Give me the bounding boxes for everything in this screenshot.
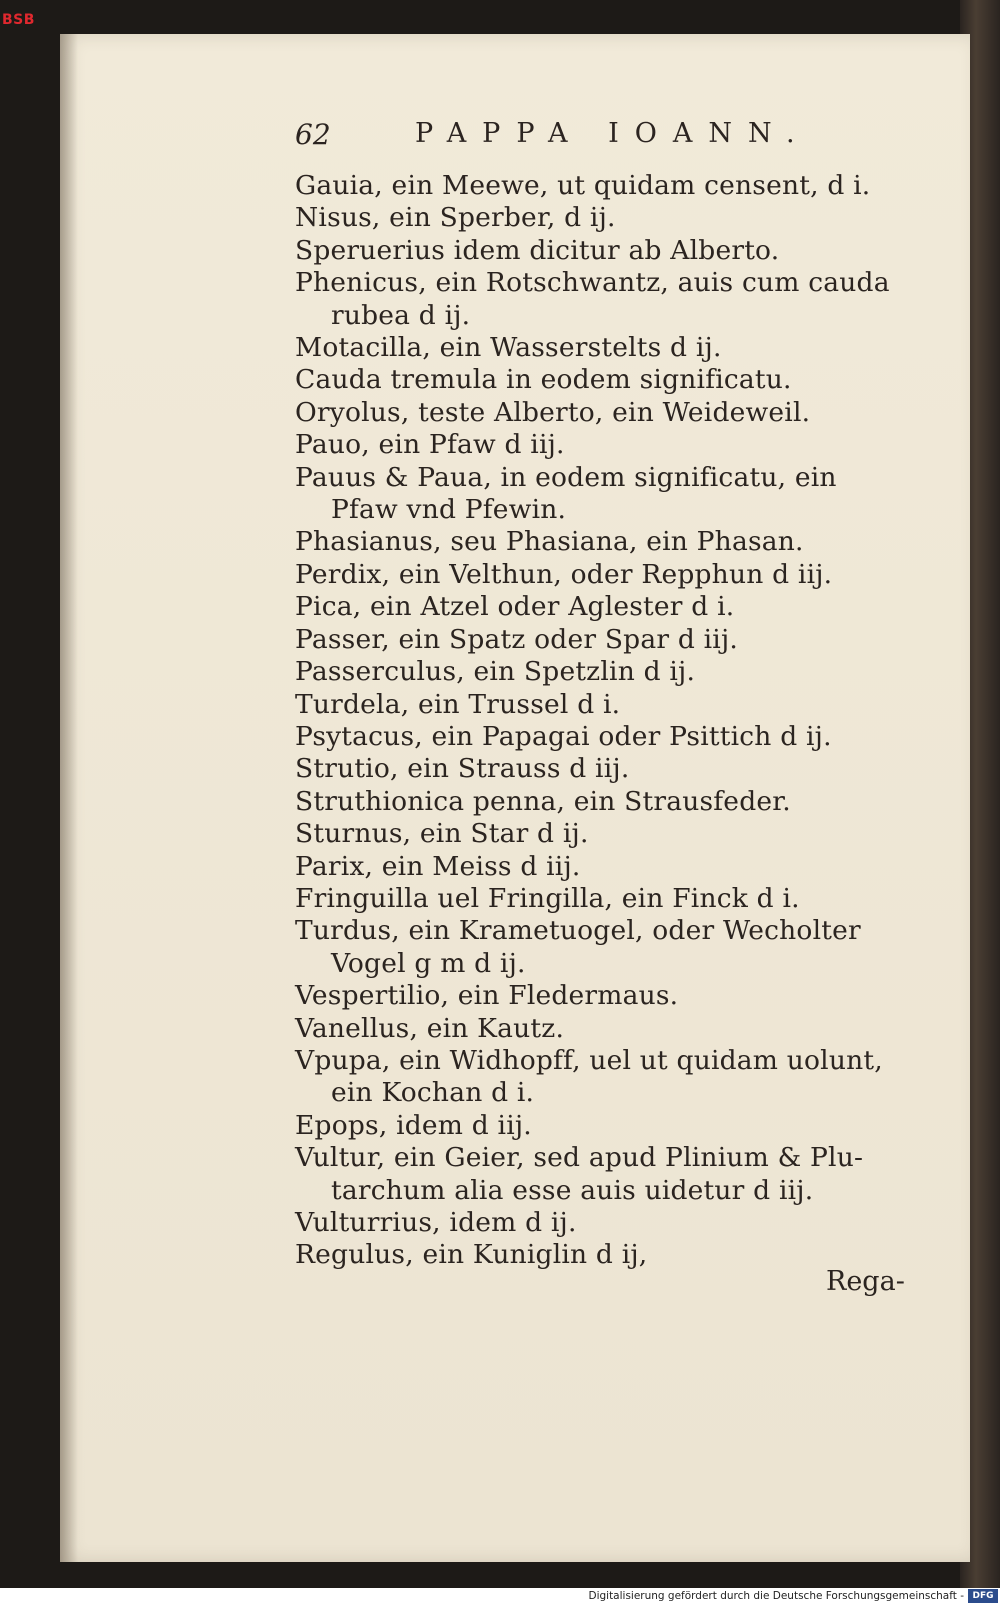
entry-line: Vpupa, ein Widhopff, uel ut quidam uolunt,: [295, 1044, 883, 1076]
footer-bar: [0, 1588, 1000, 1606]
entry-line: Pfaw vnd Pfewin.: [331, 494, 567, 526]
page-gutter-shadow: [60, 34, 78, 1562]
entry-line: Pica, ein Atzel oder Aglester d i.: [295, 591, 735, 623]
entry-line: Struthionica penna, ein Strausfeder.: [295, 785, 791, 817]
entry-line: rubea d ij.: [331, 299, 471, 331]
entry-line: Nisus, ein Sperber, d ij.: [295, 202, 616, 234]
entry-line: Strutio, ein Strauss d iij.: [295, 753, 630, 785]
entry-line: tarchum alia esse auis uidetur d iij.: [331, 1174, 814, 1206]
funding-notice: Digitalisierung gefördert durch die Deutsche Forschungsgemeinschaft -: [588, 1590, 964, 1602]
entry-line: Epops, idem d iij.: [295, 1109, 532, 1141]
page-number: 62: [295, 118, 331, 151]
entry-line: Vulturrius, idem d ij.: [295, 1207, 577, 1238]
entry-line: Passerculus, ein Spetzlin d ij.: [295, 656, 696, 688]
entry-line: Fringuilla uel Fringilla, ein Finck d i.: [295, 882, 800, 914]
entry-line: Gauia, ein Meewe, ut quidam censent, d i.: [295, 170, 871, 201]
library-mark: BSB: [2, 12, 35, 28]
dfg-logo: DFG: [968, 1589, 998, 1603]
entry-line: Vespertilio, ein Fledermaus.: [295, 980, 679, 1012]
running-head: PAPPA IOANN.: [415, 118, 811, 149]
entry-line: Phenicus, ein Rotschwantz, auis cum cauda: [295, 267, 890, 299]
entry-line: Parix, ein Meiss d iij.: [295, 850, 581, 882]
entry-line: Psytacus, ein Papagai oder Psittich d ij.: [295, 720, 832, 752]
entry-line: Passer, ein Spatz oder Spar d iij.: [295, 623, 739, 655]
entry-line: Vanellus, ein Kautz.: [295, 1012, 565, 1044]
page-header: [295, 118, 895, 158]
entry-line: Speruerius idem dicitur ab Alberto.: [295, 234, 780, 266]
entry-line: Vultur, ein Geier, sed apud Plinium & Plu-: [295, 1142, 864, 1174]
entry-line: Turdus, ein Krametuogel, oder Wecholter: [295, 915, 861, 947]
entry-line: Turdela, ein Trussel d i.: [295, 688, 621, 720]
entry-line: Pauo, ein Pfaw d iij.: [295, 429, 565, 461]
entry-line: Motacilla, ein Wasserstelts d ij.: [295, 332, 722, 364]
entry-line: Oryolus, teste Alberto, ein Weideweil.: [295, 396, 811, 428]
entry-line: Pauus & Paua, in eodem significatu, ein: [295, 461, 837, 493]
entry-line: Cauda tremula in eodem significatu.: [295, 364, 792, 396]
entry-line: Perdix, ein Velthun, oder Repphun d iij.: [295, 558, 833, 590]
entry-line: Sturnus, ein Star d ij.: [295, 818, 589, 850]
glossary-entries: [295, 170, 935, 1272]
entry-line: ein Kochan d i.: [331, 1077, 535, 1109]
entry-line: Regulus, ein Kuniglin d ij,: [295, 1239, 648, 1271]
catchword: Rega-: [826, 1266, 905, 1297]
entry-line: Phasianus, seu Phasiana, ein Phasan.: [295, 526, 804, 558]
entry-line: Vogel g m d ij.: [331, 947, 526, 979]
